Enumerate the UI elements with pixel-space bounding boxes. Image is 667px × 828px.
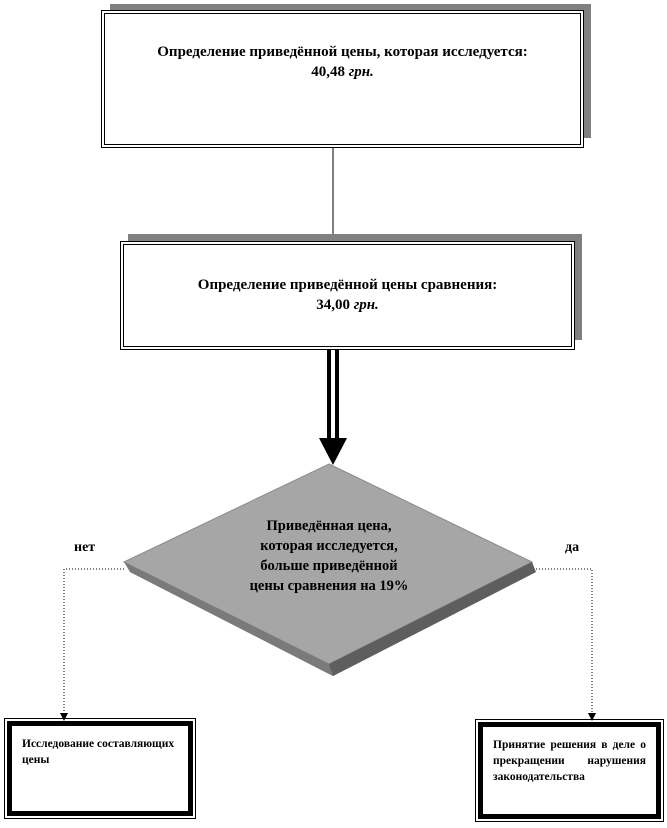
box-comparison-price bbox=[120, 241, 575, 350]
connector-yes-arrowhead bbox=[588, 713, 596, 721]
decision-line-3: больше приведённой bbox=[260, 558, 398, 574]
box1-value: 40,48 bbox=[311, 64, 345, 80]
box1-title: Определение приведённой цены, которая исследуется: bbox=[157, 44, 528, 60]
box2-unit: грн. bbox=[353, 297, 379, 313]
box-investigated-price bbox=[101, 10, 584, 148]
connector-no-branch bbox=[64, 569, 124, 716]
box2-value-line bbox=[124, 295, 571, 315]
box-decision-termination-text: Принятие решения в деле о прекращении нарушения законодательства bbox=[493, 739, 646, 783]
box1-value-line bbox=[105, 62, 580, 82]
box1-unit: грн. bbox=[348, 64, 374, 80]
box2-title: Определение приведённой цены сравнения: bbox=[197, 277, 498, 293]
label-yes: да bbox=[565, 540, 580, 555]
box-decision-termination bbox=[478, 722, 661, 819]
connector-no-arrowhead bbox=[60, 713, 68, 721]
thick-arrow-box2-to-decision bbox=[319, 350, 347, 465]
label-no: нет bbox=[74, 540, 96, 555]
decision-line-1: Приведённая цена, bbox=[266, 518, 392, 534]
connector-yes-branch bbox=[536, 569, 592, 716]
box-investigate-components bbox=[7, 721, 193, 816]
decision-line-2: которая исследуется, bbox=[260, 538, 398, 554]
decision-text bbox=[219, 516, 439, 596]
box2-value: 34,00 bbox=[316, 297, 350, 313]
decision-line-4: цены сравнения на 19% bbox=[249, 578, 409, 594]
box-investigate-components-text: Исследование составляющих цены bbox=[22, 738, 175, 766]
